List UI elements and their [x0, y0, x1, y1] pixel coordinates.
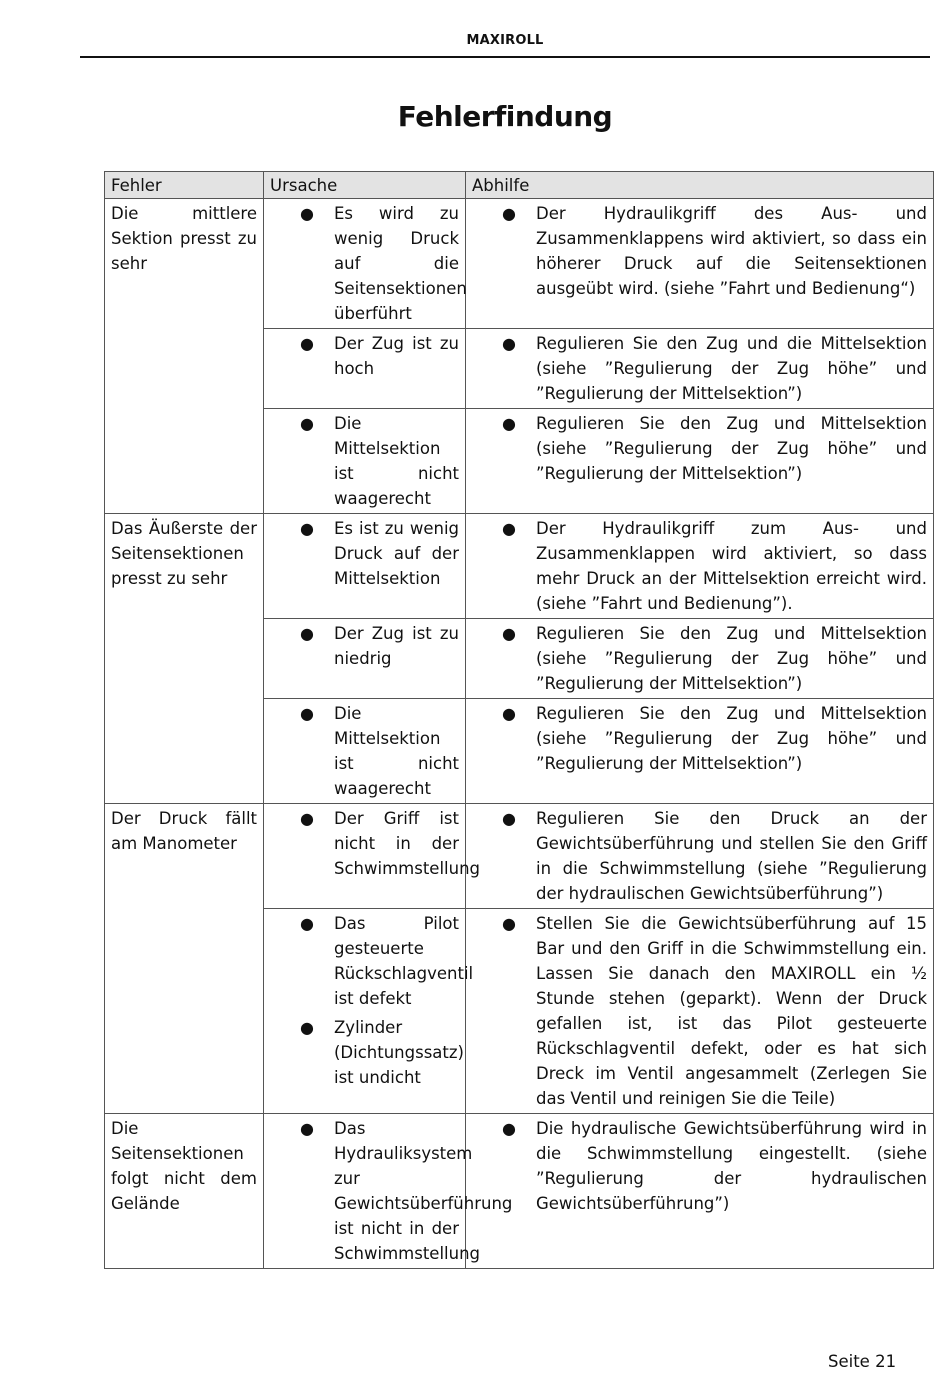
remedy-text: Regulieren Sie den Zug und die Mittelsektion (siehe ”Regulierung der Zug höhe” und ”Regulierung der Mittelsektion”) — [536, 334, 927, 403]
bullet-icon: ● — [300, 914, 314, 933]
cause-cell — [264, 199, 466, 329]
cause-cell — [264, 409, 466, 514]
table-row — [105, 514, 934, 619]
cause-cell — [264, 1114, 513, 1269]
bullet-icon: ● — [502, 914, 516, 933]
cause-item — [264, 514, 465, 593]
column-header-fault: Fehler — [105, 172, 264, 199]
cause-item — [264, 1013, 465, 1092]
bullet-icon: ● — [502, 204, 516, 223]
remedy-text: Regulieren Sie den Zug und Mittelsektion (siehe ”Regulierung der Zug höhe” und ”Regulierung der Mittelsektion”) — [536, 624, 927, 693]
remedy-cell — [466, 619, 934, 699]
bullet-icon: ● — [502, 1119, 516, 1138]
fault-cell — [105, 409, 264, 514]
cause-text: Das Pilot gesteuerte Rückschlagventil ist defekt — [334, 914, 474, 1008]
fault-cell — [105, 804, 264, 909]
remedy-text: Regulieren Sie den Zug und Mittelsektion (siehe ”Regulierung der Zug höhe” und ”Regulierung der Mittelsektion”) — [536, 704, 927, 773]
remedy-cell — [466, 909, 934, 1114]
cause-cell — [264, 804, 481, 909]
bullet-icon: ● — [300, 519, 314, 538]
bullet-icon: ● — [502, 414, 516, 433]
remedy-item — [466, 329, 933, 408]
table-row — [105, 409, 934, 514]
bullet-icon: ● — [300, 1018, 314, 1037]
table-row — [105, 804, 934, 909]
cause-item — [264, 619, 465, 673]
remedy-cell — [466, 699, 934, 804]
table-header-row — [105, 172, 934, 199]
fault-cell — [105, 329, 264, 409]
cause-item — [264, 199, 465, 328]
cause-item — [264, 909, 474, 1013]
column-header-remedy: Abhilfe — [466, 172, 934, 199]
fault-cell — [105, 699, 264, 804]
cause-item — [264, 329, 465, 383]
bullet-icon: ● — [502, 334, 516, 353]
table-row — [105, 909, 934, 1114]
page-number: Seite 21 — [828, 1352, 897, 1371]
cause-text: Es ist zu wenig Druck auf der Mittelsektion — [334, 519, 459, 588]
bullet-icon: ● — [300, 809, 314, 828]
cause-text: Der Zug ist zu hoch — [334, 334, 459, 378]
cause-text: Zylinder (Dichtungssatz) ist undicht — [334, 1018, 464, 1087]
remedy-cell — [466, 1114, 934, 1269]
fault-text: Die mittlere Sektion presst zu sehr — [111, 204, 257, 273]
cause-text: Die Mittelsektion ist nicht waagerecht — [334, 704, 459, 798]
remedy-item — [466, 699, 933, 778]
remedy-text: Regulieren Sie den Druck an der Gewichtsüberführung und stellen Sie den Griff in die Schwimmstellung (siehe ”Regulierung der hydraulischen Gewichtsüberführung”) — [536, 809, 927, 903]
fault-cell — [105, 199, 264, 329]
bullet-icon: ● — [300, 334, 314, 353]
cause-cell — [264, 699, 466, 804]
remedy-item — [466, 619, 933, 698]
bullet-icon: ● — [300, 704, 314, 723]
remedy-item — [466, 804, 933, 908]
fault-text: Das Äußerste der Seitensektionen presst zu sehr — [111, 519, 257, 588]
remedy-cell — [466, 329, 934, 409]
cause-item — [264, 409, 465, 513]
table-row — [105, 199, 934, 329]
remedy-item — [466, 1114, 933, 1218]
header-rule — [80, 56, 930, 58]
table-row — [105, 1114, 934, 1269]
remedy-item — [466, 199, 933, 303]
bullet-icon: ● — [502, 519, 516, 538]
cause-text: Der Griff ist nicht in der Schwimmstellung — [334, 809, 481, 878]
fault-cell — [105, 1114, 264, 1269]
cause-cell — [264, 329, 466, 409]
remedy-cell — [466, 514, 934, 619]
fault-text: Die Seitensektionen folgt nicht dem Gelände — [111, 1119, 257, 1213]
remedy-cell — [466, 199, 934, 329]
cause-text: Es wird zu wenig Druck auf die Seitensektionen überführt — [334, 204, 467, 323]
remedy-text: Der Hydraulikgriff zum Aus- und Zusammenklappen wird aktiviert, so dass mehr Druck an der Mittelsektion erreicht wird. (siehe ”Fahrt und Bedienung”). — [536, 519, 927, 613]
bullet-icon: ● — [502, 624, 516, 643]
remedy-text: Regulieren Sie den Zug und Mittelsektion (siehe ”Regulierung der Zug höhe” und ”Regulierung der Mittelsektion”) — [536, 414, 927, 483]
table-row — [105, 699, 934, 804]
troubleshooting-table — [104, 171, 934, 1269]
page-title: Fehlerfindung — [397, 100, 613, 133]
remedy-item — [466, 409, 933, 488]
fault-cell — [105, 514, 264, 619]
fault-cell — [105, 909, 264, 1114]
cause-item — [264, 1114, 513, 1268]
bullet-icon: ● — [300, 624, 314, 643]
bullet-icon: ● — [502, 704, 516, 723]
table-row — [105, 619, 934, 699]
bullet-icon: ● — [300, 204, 314, 223]
cause-text: Die Mittelsektion ist nicht waagerecht — [334, 414, 459, 508]
bullet-icon: ● — [300, 1119, 314, 1138]
table-row — [105, 329, 934, 409]
header-brand: MAXIROLL — [466, 33, 544, 48]
remedy-text: Die hydraulische Gewichtsüberführung wird in die Schwimmstellung eingestellt. (siehe ”Regulierung der hydraulischen Gewichtsüberführung”) — [536, 1119, 927, 1213]
remedy-cell — [466, 804, 934, 909]
fault-text: Der Druck fällt am Manometer — [111, 809, 257, 853]
column-header-cause: Ursache — [264, 172, 466, 199]
bullet-icon: ● — [300, 414, 314, 433]
cause-item — [264, 804, 481, 883]
cause-cell — [264, 909, 474, 1114]
cause-text: Das Hydrauliksystem zur Gewichtsüberführung ist nicht in der Schwimmstellung — [334, 1119, 513, 1263]
cause-cell — [264, 514, 466, 619]
remedy-item — [466, 514, 933, 618]
cause-item — [264, 699, 465, 803]
remedy-cell — [466, 409, 934, 514]
cause-cell — [264, 619, 466, 699]
fault-cell — [105, 619, 264, 699]
remedy-text: Der Hydraulikgriff des Aus- und Zusammenklappens wird aktiviert, so dass ein höherer Druck auf die Seitensektionen ausgeübt wird. (siehe ”Fahrt und Bedienung“) — [536, 204, 927, 298]
bullet-icon: ● — [502, 809, 516, 828]
remedy-item — [466, 909, 933, 1113]
remedy-text: Stellen Sie die Gewichtsüberführung auf 15 Bar und den Griff in die Schwimmstellung ein. Lassen Sie danach den MAXIROLL ein ½ Stunde stehen (geparkt). Wenn der Druck gefallen ist, ist das Pilot gesteuerte Rückschlagventil defekt, oder es hat sich Dreck im Ventil angesammelt (Zerlegen Sie das Ventil und reinigen Sie die Teile) — [536, 914, 927, 1108]
cause-text: Der Zug ist zu niedrig — [334, 624, 459, 668]
